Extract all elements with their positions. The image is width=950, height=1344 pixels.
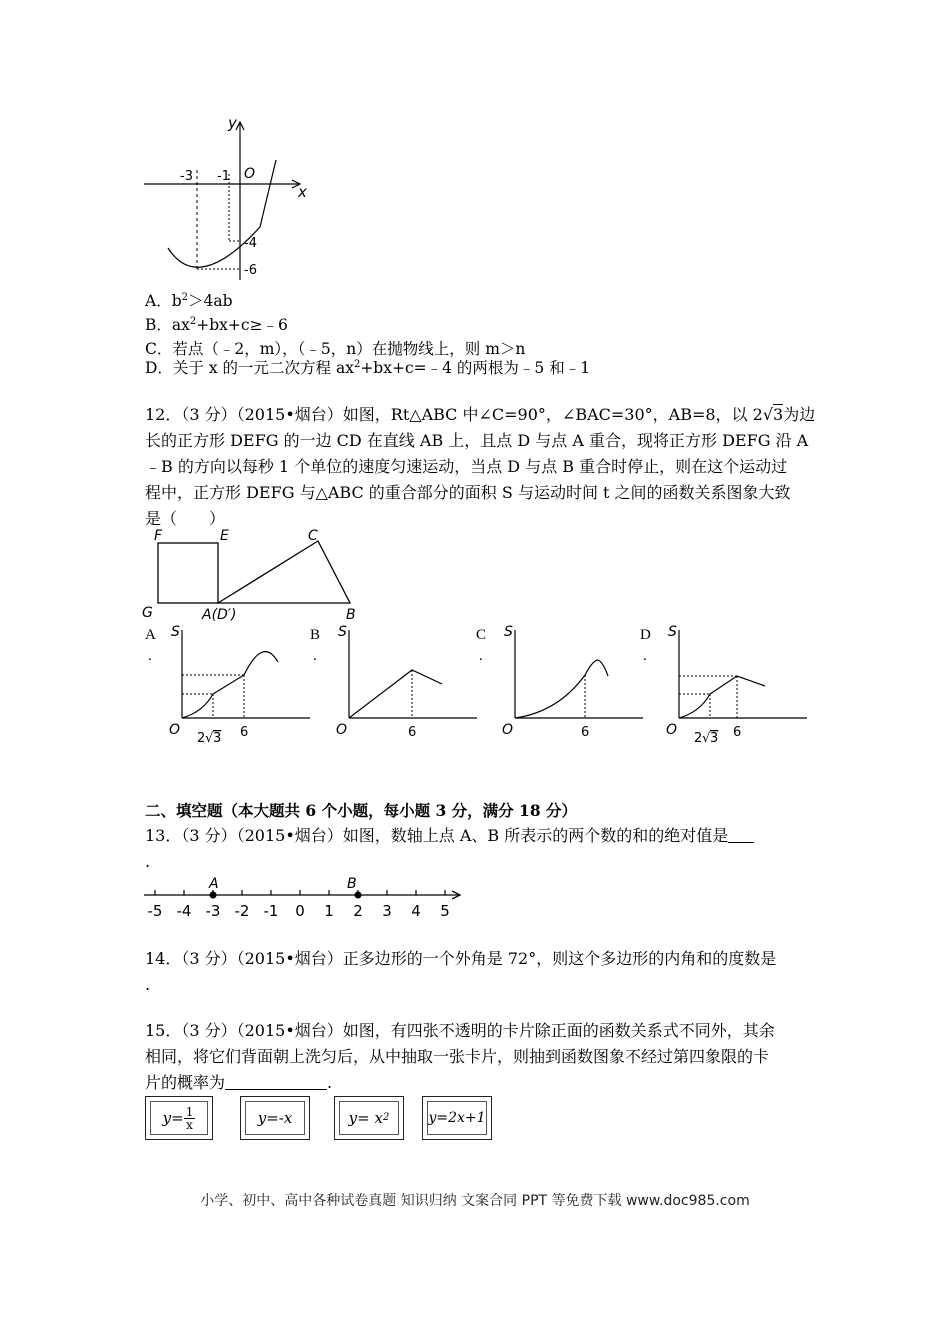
q14-line-1: 14．（3 分）（2015•烟台）正多边形的一个外角是 72°，则这个多边形的内角和的度数是 [145, 949, 777, 968]
tick-2: 2 [197, 731, 206, 746]
q12-option-a-dot: . [148, 648, 152, 664]
tick-m6: -6 [244, 263, 257, 278]
q11-option-d: D．关于 x 的一元二次方程 $ax^2+bx+c=﹣4$ 的两根为﹣5 和﹣1 [145, 359, 591, 377]
o-label: O [169, 722, 181, 738]
number-line [140, 870, 470, 920]
y-label: y [228, 114, 237, 132]
label-b: B [346, 607, 356, 623]
sqrt-sign: √ [702, 731, 711, 746]
number-line-tick-label: -1 [263, 902, 279, 920]
tick-m4: -4 [244, 236, 257, 251]
number-line-tick-label: -5 [147, 902, 163, 920]
q12-line-5: 是（ ） [145, 509, 226, 528]
s-label: S [504, 624, 513, 640]
number-line-tick-label: 1 [324, 902, 334, 920]
label-ad: A(D′) [202, 607, 237, 623]
card-quadratic: y= x 2 [334, 1096, 404, 1140]
sqrt-sign: √ [205, 731, 214, 746]
section-2-title: 二、填空题（本大题共 6 个小题，每小题 3 分，满分 18 分） [145, 801, 578, 820]
q12-graph-c [498, 620, 648, 750]
q13-line-1: 13．（3 分）（2015•烟台）如图，数轴上点 A、B 所表示的两个数的和的绝对值是 [145, 823, 754, 849]
o-label: O [666, 722, 678, 738]
s-label: S [338, 624, 347, 640]
number-line-tick-label: 4 [411, 902, 421, 920]
q12-graph-b [332, 620, 482, 750]
q14-line-2: . [145, 975, 151, 994]
tick-sqrt3: 3 [213, 731, 222, 746]
card-linear: y=2x+1 [422, 1096, 492, 1140]
tick-6: 6 [240, 725, 249, 740]
footer-text: 小学、初中、高中各种试卷真题 知识归纳 文案合同 PPT 等免费下载 www.doc985.com [200, 1193, 750, 1209]
q11-option-b: B．$ax^2+bx+c\ge﹣6$ [145, 316, 288, 334]
o-label: O [336, 722, 348, 738]
parabola-overlay [140, 110, 320, 290]
sqrt-symbol: √ [762, 405, 774, 424]
tick-6: 6 [581, 725, 590, 740]
q15-line-3: 片的概率为 . [145, 1073, 333, 1092]
q11-option-a: A．$b^2>4ab$ [145, 292, 233, 310]
label-g: G [142, 605, 153, 621]
q12-option-d-letter: D [640, 627, 651, 643]
q12-graph-a [165, 620, 315, 750]
number-line-tick-label: -3 [205, 902, 221, 920]
point-b [355, 892, 362, 899]
tick-m1: -1 [217, 169, 230, 184]
q12-figure [140, 525, 380, 625]
q12-line-2: 长的正方形 DEFG 的一边 CD 在直线 AB 上，且点 D 与点 A 重合，现将正方形 DEFG 沿 A [145, 431, 809, 450]
q12-option-c-dot: . [479, 648, 483, 664]
point-b-label: B [347, 876, 357, 892]
s-label: S [171, 624, 180, 640]
tick-m3: -3 [180, 169, 193, 184]
q12-option-b-dot: . [313, 648, 317, 664]
q12-line-1: 12．（3 分）（2015•烟台）如图，Rt△ABC 中∠C=90°，∠BAC=30°，AB=8，以 2√3为边 [145, 405, 816, 424]
label-c: C [308, 528, 318, 544]
q12-option-a-letter: A [145, 627, 156, 643]
q11-option-c: C．若点（﹣2，m），（﹣5，n）在抛物线上，则 m＞n [145, 340, 526, 358]
tick-sqrt3: 3 [710, 731, 719, 746]
q12-option-d-dot: . [643, 648, 647, 664]
tick-6: 6 [733, 725, 742, 740]
number-line-tick-label: -2 [234, 902, 250, 920]
number-line-tick-label: 2 [353, 902, 363, 920]
q13-answer-blank[interactable] [728, 824, 754, 843]
x-label: x [298, 183, 307, 201]
number-line-tick-label: -4 [176, 902, 192, 920]
label-f: F [154, 528, 163, 544]
s-label: S [668, 624, 677, 640]
q15-answer-blank[interactable] [225, 1071, 327, 1090]
point-a [210, 892, 217, 899]
q15-line-2: 相同，将它们背面朝上洗匀后，从中抽取一张卡片，则抽到函数图象不经过第四象限的卡 [145, 1047, 770, 1066]
q12-line-4: 程中，正方形 DEFG 与△ABC 的重合部分的面积 S 与运动时间 t 之间的函数关系图象大致 [145, 483, 791, 502]
triangle-abc [218, 541, 350, 603]
tick-2: 2 [694, 731, 703, 746]
q12-option-b-letter: B [310, 627, 321, 643]
q15-line-1: 15．（3 分）（2015•烟台）如图，有四张不透明的卡片除正面的函数关系式不同外，其余 [145, 1021, 775, 1040]
q12-line-3: ﹣B 的方向以每秒 1 个单位的速度匀速运动，当点 D 与点 B 重合时停止，则在这个运动过 [145, 457, 788, 476]
o-label: O [502, 722, 514, 738]
card-reciprocal: y= $\frac{1}{x}$ [145, 1096, 213, 1140]
q12-option-c-letter: C [476, 627, 487, 643]
label-e: E [220, 528, 229, 544]
q12-graph-d [662, 620, 812, 750]
number-line-tick-label: 5 [440, 902, 450, 920]
point-a-label: A [209, 876, 219, 892]
q13-line-2: . [145, 852, 151, 871]
square-defg [158, 543, 218, 603]
tick-6: 6 [408, 725, 417, 740]
card-negative-linear: y=-x [240, 1096, 310, 1140]
number-line-tick-label: 0 [295, 902, 305, 920]
number-line-tick-label: 3 [382, 902, 392, 920]
origin-label: O [244, 166, 256, 182]
